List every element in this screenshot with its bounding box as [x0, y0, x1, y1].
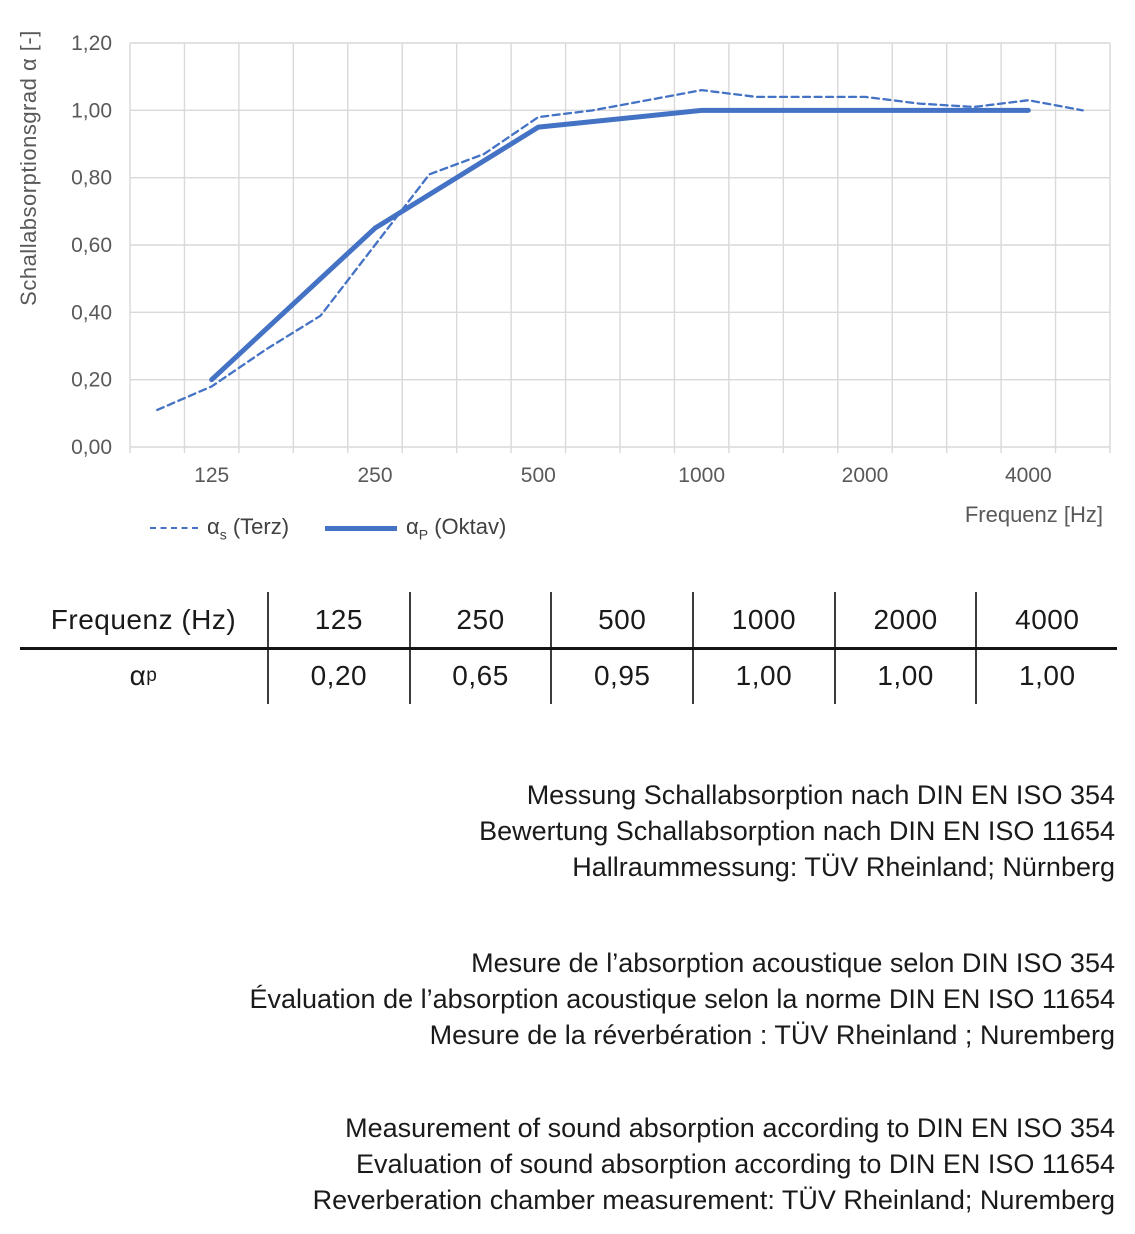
x-tick-label: 4000: [1004, 464, 1052, 487]
y-tick-label: 0,80: [71, 166, 112, 190]
y-tick-label: 0,20: [71, 368, 112, 392]
table-value: 1,00: [975, 648, 1117, 704]
note-line: Bewertung Schallabsorption nach DIN EN ISO 11654: [479, 816, 1115, 846]
table-value: 0,95: [550, 648, 692, 704]
table-header-freq: 500: [550, 592, 692, 648]
table-header-freq: 1000: [692, 592, 834, 648]
y-tick-label: 0,60: [71, 234, 112, 257]
absorption-chart: [0, 0, 1135, 560]
y-axis-title: Schallabsorptionsgrad α [-]: [16, 30, 41, 306]
x-axis-title: Frequenz [Hz]: [964, 502, 1103, 527]
y-tick-label: 0,00: [71, 436, 112, 459]
table-value: 1,00: [692, 648, 834, 704]
notes-german: [0, 777, 1135, 885]
legend-label-oktav: $\alpha_P$ (Oktav): [406, 514, 507, 543]
note-line: Mesure de la réverbération : TÜV Rheinland ; Nuremberg: [429, 1020, 1115, 1050]
note-line: Hallraummessung: TÜV Rheinland; Nürnberg: [572, 852, 1115, 882]
x-tick-label: 1000: [678, 464, 726, 487]
table-row-label-alpha-p: α p: [129, 660, 158, 691]
solid-line-sample: [325, 526, 397, 531]
x-tick-label: 250: [357, 464, 393, 487]
table-header-freq: 250: [409, 592, 551, 648]
table-header-freq: 2000: [834, 592, 976, 648]
note-line: Reverberation chamber measurement: TÜV Rheinland; Nuremberg: [312, 1185, 1115, 1215]
note-line: Evaluation of sound absorption according to DIN EN ISO 11654: [356, 1149, 1115, 1179]
x-tick-label: 2000: [841, 464, 889, 487]
chart-legend: [150, 514, 506, 542]
y-tick-label: 1,20: [71, 32, 112, 55]
x-tick-label: 125: [194, 464, 230, 487]
chart-plot: [0, 0, 1135, 500]
table-value: 0,20: [267, 648, 409, 704]
table-value: 0,65: [409, 648, 551, 704]
legend-label-terz: $\alpha_s$ (Terz): [207, 514, 290, 543]
table-value: 1,00: [834, 648, 976, 704]
table-header-label: Frequenz (Hz): [50, 604, 237, 635]
note-line: Messung Schallabsorption nach DIN EN ISO 354: [526, 780, 1115, 810]
notes-french: [0, 945, 1135, 1053]
y-tick-label: 0,40: [71, 301, 112, 325]
table-header-freq: 125: [267, 592, 409, 648]
legend-item-terz: [150, 514, 289, 542]
x-tick-label: 500: [520, 464, 556, 487]
absorption-table: [20, 592, 1117, 704]
note-line: Measurement of sound absorption according to DIN EN ISO 354: [345, 1113, 1115, 1143]
y-tick-label: 1,00: [71, 99, 112, 123]
note-line: Mesure de l’absorption acoustique selon DIN ISO 354: [471, 948, 1115, 978]
legend-item-oktav: [325, 514, 506, 542]
note-line: Évaluation de l’absorption acoustique selon la norme DIN EN ISO 11654: [249, 984, 1115, 1014]
notes-english: [0, 1110, 1135, 1218]
dashed-line-sample: [150, 527, 198, 529]
table-header-freq: 4000: [975, 592, 1117, 648]
